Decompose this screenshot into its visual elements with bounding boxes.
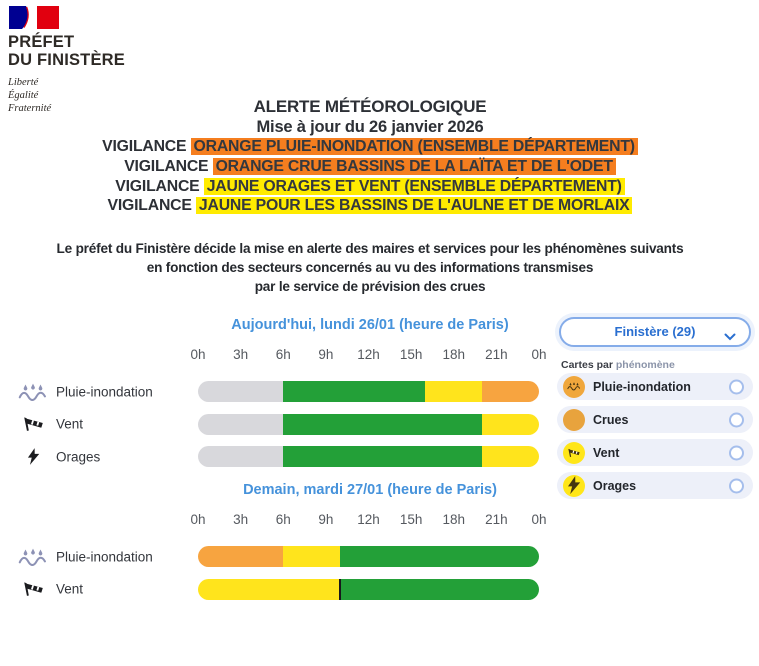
- lightning-icon: [563, 475, 585, 497]
- vigilance-segment-orange: [198, 546, 283, 567]
- vigilance-segment-yellow: [482, 446, 539, 467]
- axis-tick: 21h: [485, 512, 508, 527]
- rain-flood-icon: [563, 376, 585, 398]
- axis-tick: 15h: [399, 512, 423, 527]
- axis-tick: 15h: [399, 347, 423, 362]
- phenomenon-item-label: Pluie-inondation: [593, 379, 691, 394]
- timeline-row: [0, 579, 740, 600]
- phenomenon-label: Vent: [56, 416, 84, 432]
- vigilance-segment-yellow: [198, 579, 340, 600]
- axis-tick: 6h: [275, 512, 291, 527]
- prefect-line2: DU FINISTÈRE: [8, 51, 125, 69]
- french-flag-icon: [9, 6, 59, 29]
- phenomenon-label: Vent: [56, 581, 84, 597]
- windsock-icon: [14, 414, 52, 434]
- republic-motto: Liberté Égalité Fraternité: [8, 77, 52, 114]
- vigilance-line: [0, 177, 740, 197]
- lightning-icon: [14, 447, 52, 467]
- rain-flood-icon: [14, 382, 52, 402]
- timeline-row: [0, 546, 740, 567]
- vigilance-segment-yellow: [482, 414, 539, 435]
- vigilance-bar: [198, 546, 539, 567]
- vigilance-segment-green: [283, 381, 425, 402]
- alert-header: [0, 97, 740, 216]
- phenomenon-item-orages[interactable]: [557, 472, 753, 499]
- axis-tick: 18h: [442, 512, 466, 527]
- vigilance-segment-green: [340, 579, 539, 600]
- timeline-rows: [0, 546, 740, 666]
- axis-tick: 0h: [190, 512, 206, 527]
- vigilance-segment-none: [198, 446, 283, 467]
- vigilance-line: [0, 137, 740, 157]
- vigilance-bar: [198, 579, 539, 600]
- axis-tick: 3h: [233, 512, 249, 527]
- vigilance-prefix: VIGILANCE: [107, 197, 196, 215]
- time-axis: [190, 512, 547, 528]
- department-selector-label: Finistère (29): [614, 324, 696, 339]
- vigilance-lines: [0, 137, 740, 216]
- phenomenon-label: Pluie-inondation: [56, 549, 153, 564]
- vigilance-bar: [198, 381, 539, 402]
- vigilance-highlight-orange: ORANGE CRUE BASSINS DE LA LAÏTA ET DE L'ODET: [213, 158, 616, 175]
- vigilance-highlight-orange: ORANGE PLUIE-INONDATION (ENSEMBLE DÉPARTEMENT): [191, 138, 638, 155]
- axis-tick: 0h: [531, 347, 547, 362]
- page-title: ALERTE MÉTÉOROLOGIQUE: [253, 97, 487, 116]
- axis-tick: 0h: [190, 347, 206, 362]
- axis-tick: 3h: [233, 347, 249, 362]
- vigilance-bar: [198, 414, 539, 435]
- radio-button[interactable]: [729, 445, 744, 460]
- axis-tick: 9h: [318, 512, 334, 527]
- vigilance-segment-green: [340, 546, 539, 567]
- axis-tick: 6h: [275, 347, 291, 362]
- prefect-line1: PRÉFET: [8, 33, 75, 51]
- radio-button[interactable]: [729, 379, 744, 394]
- vigilance-prefix: VIGILANCE: [124, 157, 213, 175]
- phenomenon-label: Pluie-inondation: [56, 384, 153, 399]
- rain-flood-icon: [14, 547, 52, 567]
- update-date: Mise à jour du 26 janvier 2026: [256, 118, 484, 136]
- vigilance-segment-orange: [482, 381, 539, 402]
- chart-title-tomorrow: Demain, mardi 27/01 (heure de Paris): [243, 482, 497, 498]
- axis-tick: 18h: [442, 347, 466, 362]
- axis-tick: 12h: [357, 512, 380, 527]
- vigilance-line: [0, 196, 740, 216]
- vigilance-highlight-yellow: JAUNE POUR LES BASSINS DE L'AULNE ET DE MORLAIX: [196, 197, 633, 214]
- vigilance-bar: [198, 446, 539, 467]
- chevron-down-icon: [724, 328, 736, 346]
- phenomenon-item-label: Orages: [593, 478, 637, 493]
- prefect-statement: Le préfet du Finistère décide la mise en alerte des maires et services pour les phénomènes suivants en fonction des secteurs concernés au vu des informations transmises par le service de prévision des crues: [56, 241, 684, 294]
- phenomenon-label: Orages: [56, 449, 101, 464]
- vigilance-segment-green: [283, 446, 482, 467]
- radio-button[interactable]: [729, 478, 744, 493]
- windsock-icon: [14, 579, 52, 599]
- vigilance-segment-yellow: [283, 546, 340, 567]
- axis-tick: 0h: [531, 512, 547, 527]
- time-axis: [190, 347, 547, 363]
- vigilance-prefix: VIGILANCE: [102, 138, 191, 155]
- axis-tick: 9h: [318, 347, 334, 362]
- phenomenon-color-dot: [563, 409, 585, 431]
- department-selector[interactable]: [559, 317, 751, 347]
- phenomenon-item-pluie-inondation[interactable]: [557, 373, 753, 400]
- vigilance-highlight-yellow: JAUNE ORAGES ET VENT (ENSEMBLE DÉPARTEMENT): [204, 178, 625, 195]
- maps-section-label: Cartes par phénomène: [561, 359, 675, 371]
- vigilance-prefix: VIGILANCE: [115, 177, 204, 195]
- axis-tick: 12h: [357, 347, 380, 362]
- phenomenon-item-crues[interactable]: [557, 406, 753, 433]
- phenomenon-item-label: Vent: [593, 445, 620, 460]
- chart-title-today: Aujourd'hui, lundi 26/01 (heure de Paris): [231, 317, 509, 333]
- vigilance-segment-none: [198, 381, 283, 402]
- phenomenon-item-label: Crues: [593, 412, 629, 427]
- vigilance-segment-none: [198, 414, 283, 435]
- vigilance-segment-yellow: [425, 381, 482, 402]
- vigilance-line: [0, 157, 740, 177]
- windsock-icon: [563, 442, 585, 464]
- phenomenon-item-vent[interactable]: [557, 439, 753, 466]
- vigilance-segment-green: [283, 414, 482, 435]
- axis-tick: 21h: [485, 347, 508, 362]
- radio-button[interactable]: [729, 412, 744, 427]
- time-marker: [339, 579, 341, 600]
